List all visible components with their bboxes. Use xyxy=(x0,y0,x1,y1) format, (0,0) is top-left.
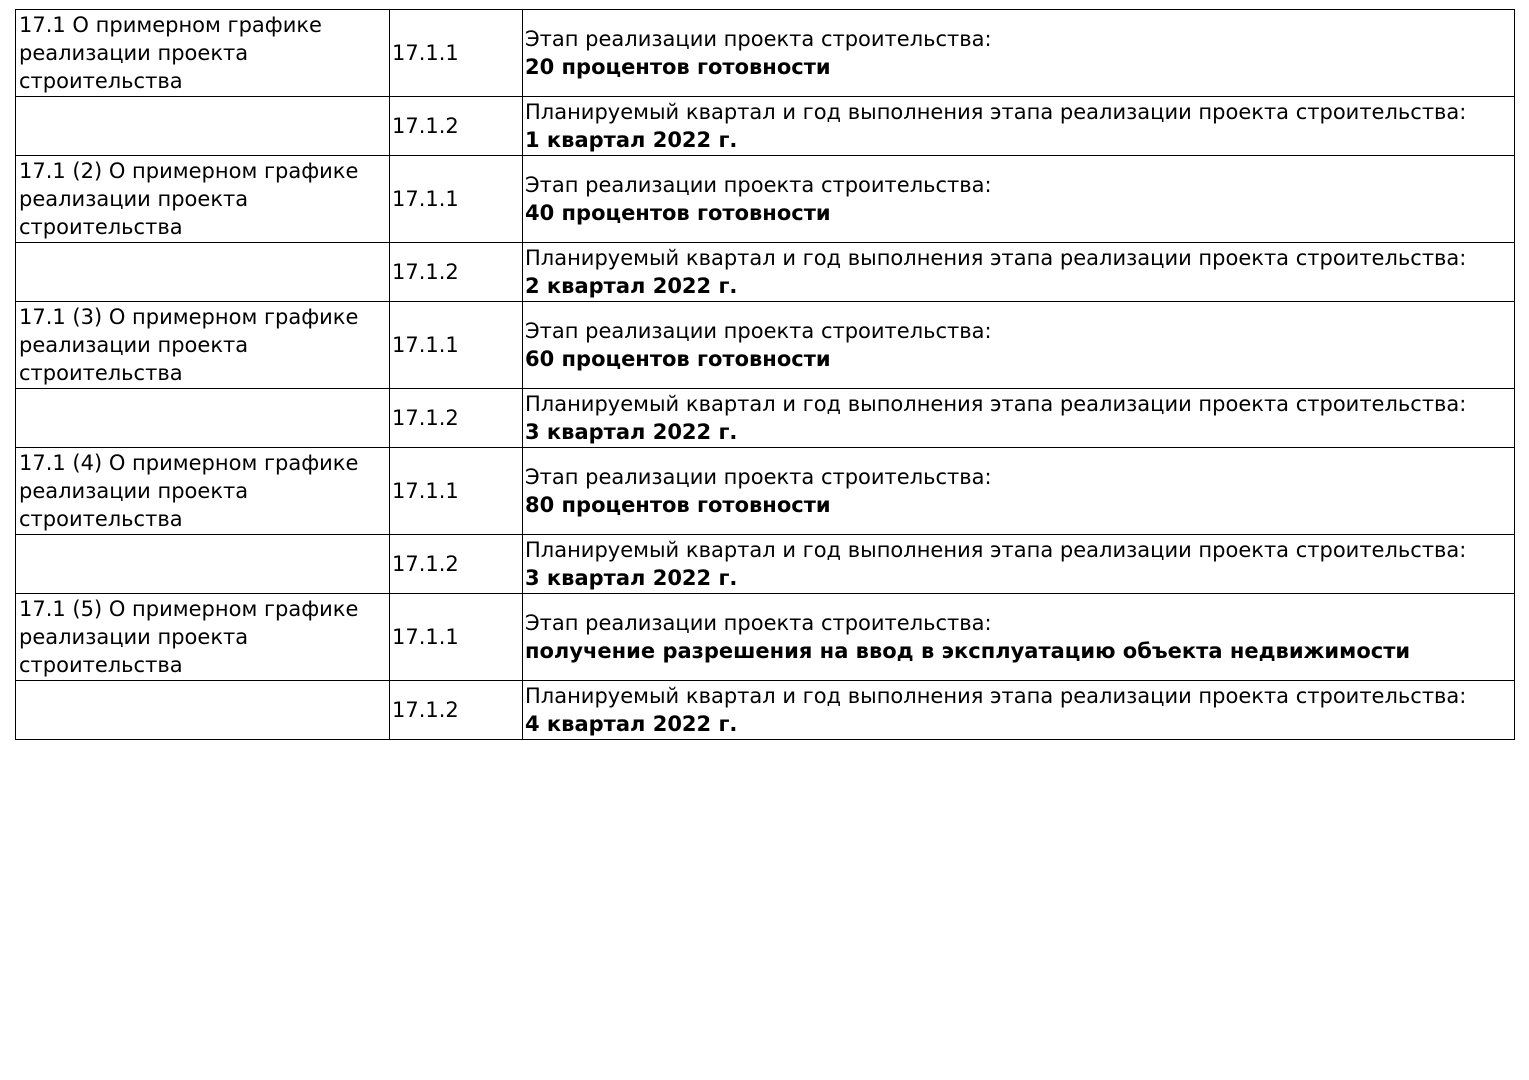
empty-cell xyxy=(16,243,390,302)
stage-description-cell xyxy=(523,448,1515,535)
quarter-description-cell xyxy=(523,681,1515,740)
stage-value: 40 процентов готовности xyxy=(525,201,831,225)
stage-label: Этап реализации проекта строительства: xyxy=(525,27,992,51)
table-row xyxy=(16,448,1515,535)
empty-cell xyxy=(16,535,390,594)
table-row xyxy=(16,97,1515,156)
empty-cell xyxy=(16,681,390,740)
construction-schedule-sheet xyxy=(15,9,1514,740)
table-row xyxy=(16,302,1515,389)
section-title: 17.1 О примерном графике реализации проекта строительства xyxy=(19,13,322,93)
table-row xyxy=(16,156,1515,243)
stage-label: Этап реализации проекта строительства: xyxy=(525,173,992,197)
quarter-label: Планируемый квартал и год выполнения этапа реализации проекта строительства: xyxy=(525,684,1467,708)
stage-code: 17.1.1 xyxy=(392,41,459,65)
section-title-cell xyxy=(16,10,390,97)
empty-cell xyxy=(16,97,390,156)
section-title: 17.1 (5) О примерном графике реализации проекта строительства xyxy=(19,597,359,677)
stage-description-cell xyxy=(523,156,1515,243)
table-row xyxy=(16,681,1515,740)
code-cell xyxy=(390,156,523,243)
code-cell xyxy=(390,535,523,594)
section-title: 17.1 (4) О примерном графике реализации проекта строительства xyxy=(19,451,359,531)
stage-value: 20 процентов готовности xyxy=(525,55,831,79)
section-title-cell xyxy=(16,594,390,681)
quarter-code: 17.1.2 xyxy=(392,406,459,430)
quarter-code: 17.1.2 xyxy=(392,552,459,576)
empty-cell xyxy=(16,389,390,448)
quarter-label: Планируемый квартал и год выполнения этапа реализации проекта строительства: xyxy=(525,100,1467,124)
code-cell xyxy=(390,448,523,535)
table-row xyxy=(16,10,1515,97)
quarter-value: 2 квартал 2022 г. xyxy=(525,274,738,298)
stage-code: 17.1.1 xyxy=(392,333,459,357)
code-cell xyxy=(390,10,523,97)
stage-code: 17.1.1 xyxy=(392,479,459,503)
stage-label: Этап реализации проекта строительства: xyxy=(525,319,992,343)
quarter-description-cell xyxy=(523,535,1515,594)
stage-label: Этап реализации проекта строительства: xyxy=(525,611,992,635)
stage-description-cell xyxy=(523,594,1515,681)
code-cell xyxy=(390,681,523,740)
stage-label: Этап реализации проекта строительства: xyxy=(525,465,992,489)
table-row xyxy=(16,594,1515,681)
quarter-value: 1 квартал 2022 г. xyxy=(525,128,738,152)
quarter-description-cell xyxy=(523,243,1515,302)
quarter-code: 17.1.2 xyxy=(392,114,459,138)
section-title-cell xyxy=(16,448,390,535)
quarter-value: 3 квартал 2022 г. xyxy=(525,420,738,444)
code-cell xyxy=(390,302,523,389)
construction-schedule-table xyxy=(15,9,1515,740)
section-title: 17.1 (2) О примерном графике реализации проекта строительства xyxy=(19,159,359,239)
code-cell xyxy=(390,243,523,302)
quarter-value: 4 квартал 2022 г. xyxy=(525,712,738,736)
quarter-label: Планируемый квартал и год выполнения этапа реализации проекта строительства: xyxy=(525,246,1467,270)
table-row xyxy=(16,535,1515,594)
quarter-code: 17.1.2 xyxy=(392,698,459,722)
stage-code: 17.1.1 xyxy=(392,187,459,211)
stage-description-cell xyxy=(523,10,1515,97)
quarter-label: Планируемый квартал и год выполнения этапа реализации проекта строительства: xyxy=(525,392,1467,416)
stage-value: 80 процентов готовности xyxy=(525,493,831,517)
quarter-label: Планируемый квартал и год выполнения этапа реализации проекта строительства: xyxy=(525,538,1467,562)
quarter-description-cell xyxy=(523,97,1515,156)
quarter-description-cell xyxy=(523,389,1515,448)
section-title-cell xyxy=(16,302,390,389)
table-row xyxy=(16,243,1515,302)
stage-code: 17.1.1 xyxy=(392,625,459,649)
quarter-code: 17.1.2 xyxy=(392,260,459,284)
stage-description-cell xyxy=(523,302,1515,389)
section-title-cell xyxy=(16,156,390,243)
code-cell xyxy=(390,594,523,681)
stage-value: получение разрешения на ввод в эксплуатацию объекта недвижимости xyxy=(525,639,1411,663)
quarter-value: 3 квартал 2022 г. xyxy=(525,566,738,590)
code-cell xyxy=(390,97,523,156)
stage-value: 60 процентов готовности xyxy=(525,347,831,371)
code-cell xyxy=(390,389,523,448)
table-row xyxy=(16,389,1515,448)
section-title: 17.1 (3) О примерном графике реализации проекта строительства xyxy=(19,305,359,385)
